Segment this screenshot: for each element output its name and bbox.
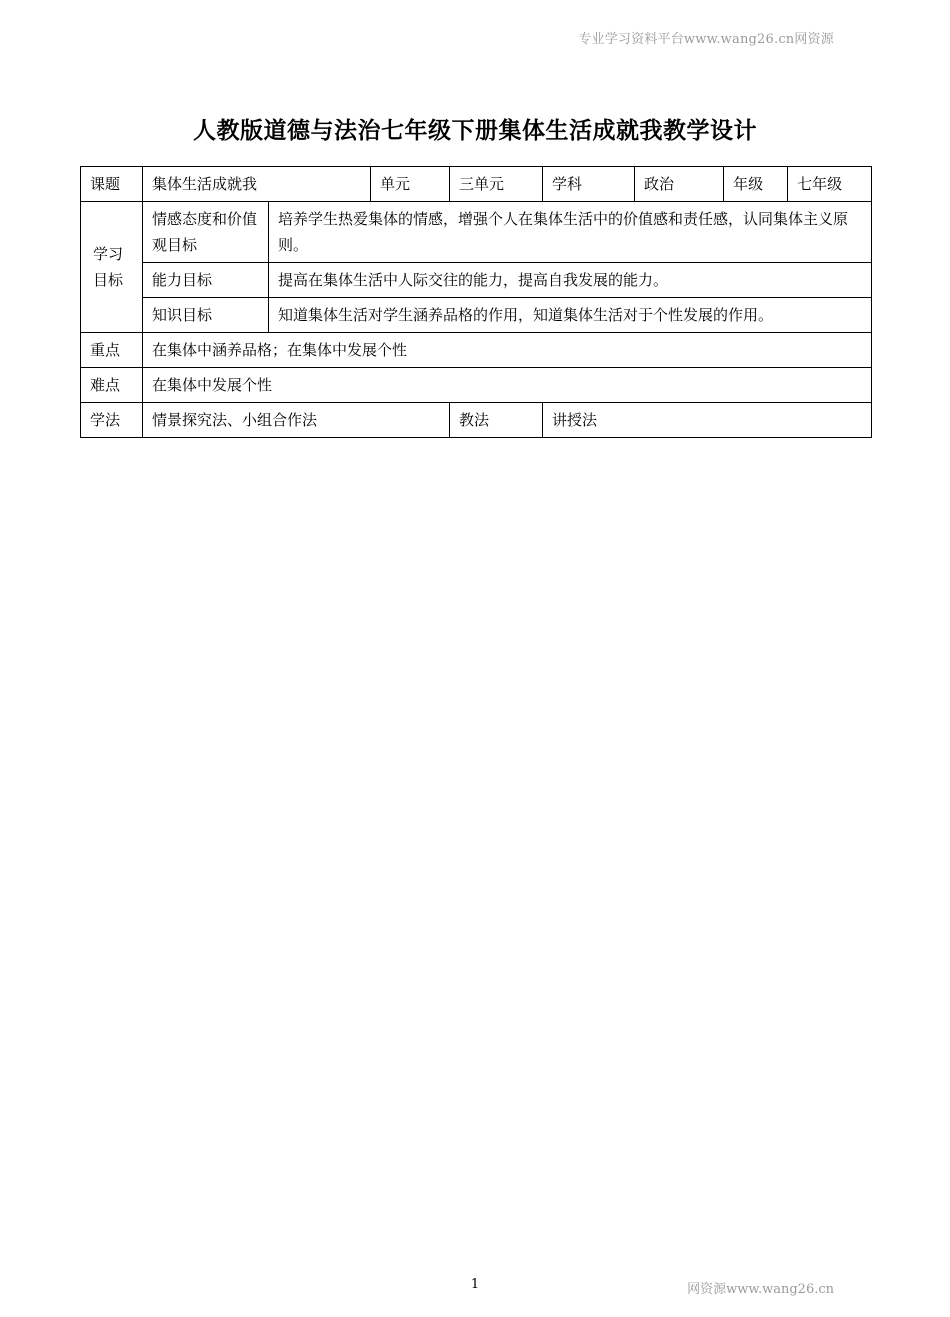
table-row-objective-knowledge <box>81 298 872 333</box>
teaching-method-value: 讲授法 <box>543 403 872 438</box>
grade-value: 七年级 <box>788 167 872 202</box>
table-row-methods <box>81 403 872 438</box>
table-row-key-point <box>81 333 872 368</box>
topic-label: 课题 <box>81 167 143 202</box>
study-method-label: 学法 <box>81 403 143 438</box>
header-watermark: 专业学习资料平台www.wang26.cn网资源 <box>578 32 834 47</box>
topic-value: 集体生活成就我 <box>143 167 371 202</box>
objective-text: 提高在集体生活中人际交往的能力，提高自我发展的能力。 <box>269 263 872 298</box>
teaching-method-label: 教法 <box>450 403 543 438</box>
difficulty-value: 在集体中发展个性 <box>143 368 872 403</box>
table-row-objective-emotion <box>81 202 872 263</box>
page-number: 1 <box>470 1277 480 1292</box>
table-row-difficulty <box>81 368 872 403</box>
unit-label: 单元 <box>371 167 450 202</box>
study-method-value: 情景探究法、小组合作法 <box>143 403 450 438</box>
subject-value: 政治 <box>635 167 724 202</box>
objectives-label: 学习目标 <box>81 202 143 333</box>
footer-watermark: 网资源www.wang26.cn <box>687 1282 834 1297</box>
objective-name: 能力目标 <box>143 263 269 298</box>
lesson-plan-table <box>80 166 872 438</box>
key-point-value: 在集体中涵养品格；在集体中发展个性 <box>143 333 872 368</box>
unit-value: 三单元 <box>450 167 543 202</box>
objective-name: 知识目标 <box>143 298 269 333</box>
grade-label: 年级 <box>724 167 788 202</box>
table-row-topic <box>81 167 872 202</box>
objective-text: 培养学生热爱集体的情感，增强个人在集体生活中的价值感和责任感，认同集体主义原则。 <box>269 202 872 263</box>
objective-name: 情感态度和价值观目标 <box>143 202 269 263</box>
objective-text: 知道集体生活对学生涵养品格的作用，知道集体生活对于个性发展的作用。 <box>269 298 872 333</box>
subject-label: 学科 <box>543 167 635 202</box>
key-point-label: 重点 <box>81 333 143 368</box>
table-row-objective-ability <box>81 263 872 298</box>
document-title: 人教版道德与法治七年级下册集体生活成就我教学设计 <box>193 117 757 144</box>
difficulty-label: 难点 <box>81 368 143 403</box>
